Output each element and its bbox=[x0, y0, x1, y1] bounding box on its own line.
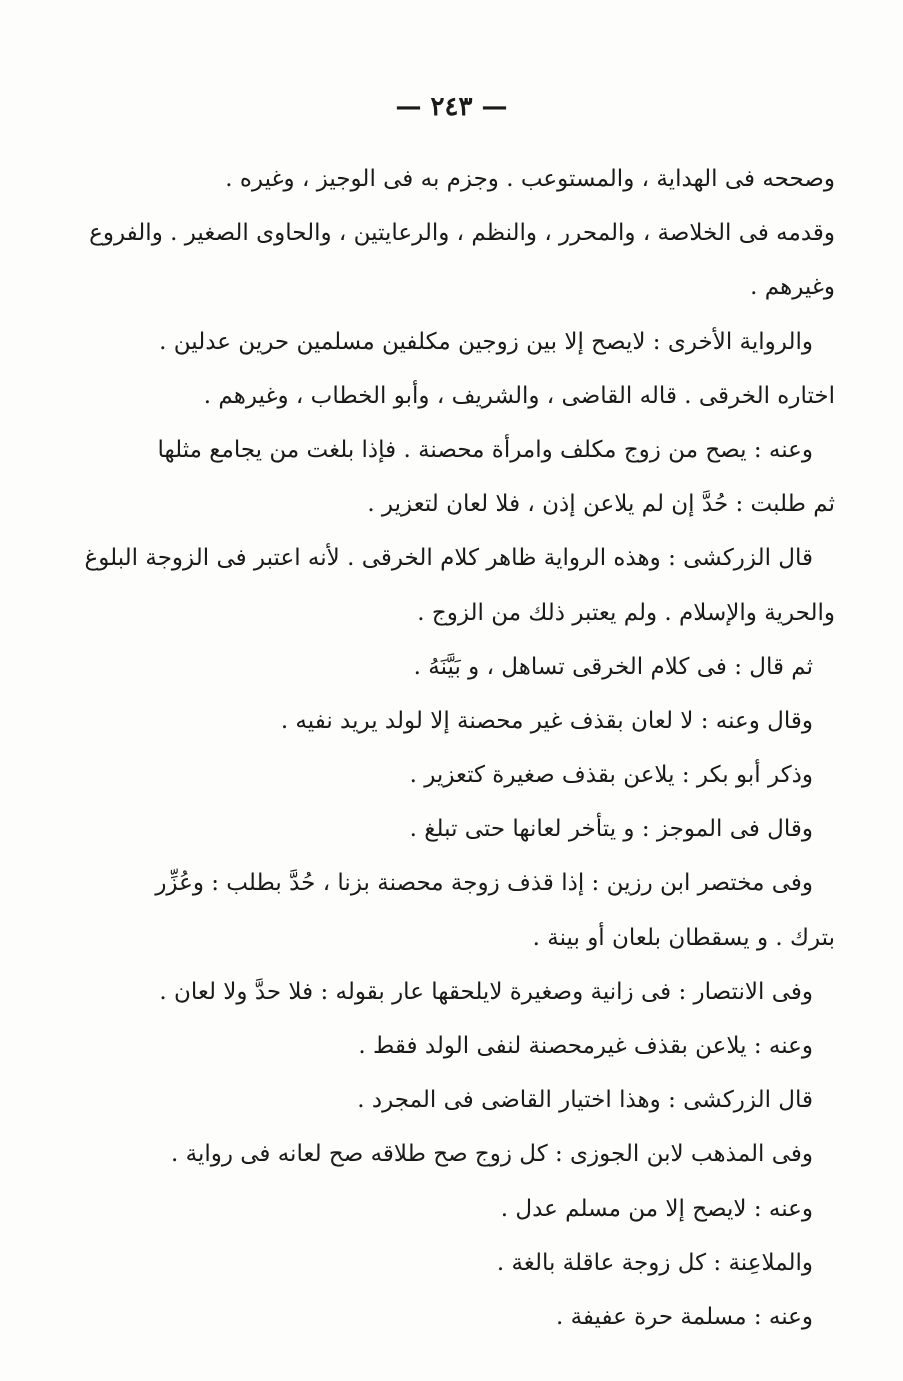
text-line: وذكر أبو بكر : يلاعن بقذف صغيرة كتعزير . bbox=[409, 762, 813, 789]
text-line: وفى الانتصار : فى زانية وصغيرة لايلحقها عار بقوله : فلا حدَّ ولا لعان . bbox=[159, 978, 813, 1005]
text-line: وقدمه فى الخلاصة ، والمحرر ، والنظم ، والرعايتين ، والحاوى الصغير . والفروع bbox=[89, 220, 835, 247]
text-line: وفى المذهب لابن الجوزى : كل زوج صح طلاقه صح لعانه فى رواية . bbox=[170, 1141, 813, 1168]
text-line: وفى مختصر ابن رزين : إذا قذف زوجة محصنة بزنا ، حُدَّ بطلب : وعُزِّر bbox=[155, 870, 813, 897]
text-line: ثم قال : فى كلام الخرقى تساهل ، و بَيَّنَهُ . bbox=[413, 653, 813, 680]
text-line: والرواية الأخرى : لايصح إلا بين زوجين مكلفين مسلمين حرين عدلين . bbox=[159, 328, 813, 355]
text-line: قال الزركشى : وهذا اختيار القاضى فى المجرد . bbox=[357, 1087, 813, 1114]
text-line: والملاعِنة : كل زوجة عاقلة بالغة . bbox=[496, 1249, 813, 1276]
text-line: وقال فى الموجز : و يتأخر لعانها حتى تبلغ . bbox=[409, 816, 813, 843]
text-line: بترك . و يسقطان بلعان أو بينة . bbox=[532, 924, 835, 951]
text-line: وغيرهم . bbox=[750, 274, 835, 301]
text-line: وصححه فى الهداية ، والمستوعب . وجزم به فى الوجيز ، وغيره . bbox=[225, 166, 835, 192]
text-line: ثم طلبت : حُدَّ إن لم يلاعن إذن ، فلا لعان لتعزير . bbox=[367, 491, 835, 518]
text-line: وقال وعنه : لا لعان بقذف غير محصنة إلا لولد يريد نفيه . bbox=[280, 707, 813, 734]
text-line: اختاره الخرقى . قاله القاضى ، والشريف ، وأبو الخطاب ، وغيرهم . bbox=[203, 382, 835, 409]
text-line: والحرية والإسلام . ولم يعتبر ذلك من الزوج . bbox=[417, 599, 835, 626]
text-line: وعنه : يصح من زوج مكلف وامرأة محصنة . فإذا بلغت من يجامع مثلها bbox=[157, 436, 813, 463]
text-line: وعنه : يلاعن بقذف غيرمحصنة لنفى الولد فقط . bbox=[358, 1033, 813, 1059]
text-line: وعنه : مسلمة حرة عفيفة . bbox=[555, 1303, 813, 1330]
page-number: — ٢٤٣ — bbox=[395, 92, 508, 122]
text-line: وعنه : لايصح إلا من مسلم عدل . bbox=[500, 1195, 813, 1222]
body-text bbox=[84, 152, 835, 1344]
text-line: قال الزركشى : وهذه الرواية ظاهر كلام الخرقى . لأنه اعتبر فى الزوجة البلوغ bbox=[84, 545, 813, 572]
